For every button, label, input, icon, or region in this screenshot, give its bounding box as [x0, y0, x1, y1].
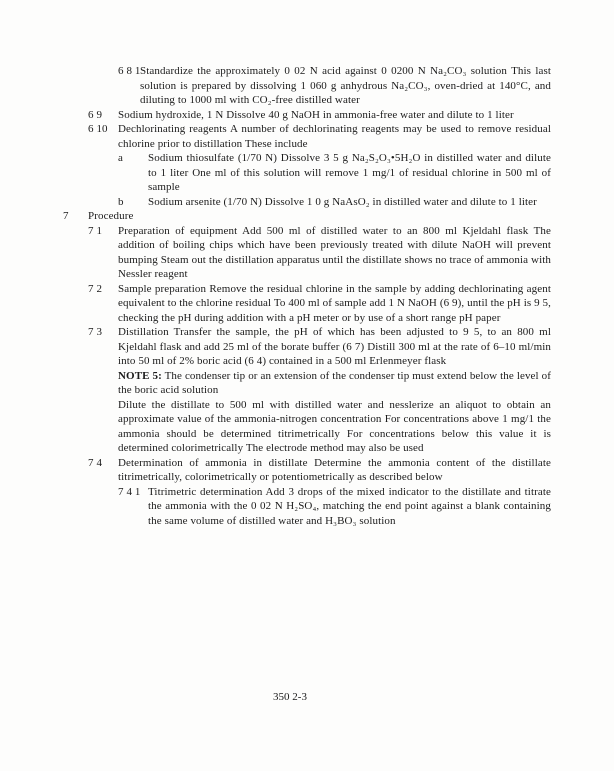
item-paragraph: Dilute the distillate to 500 ml with distilled water and nesslerize an aliquot to obtain an approximate value of the ammonia-nitrogen concentration For concentrations above 1 mg/1 the ammonia should be determined titrimetrically For concentrations below this value it is determined colorimetrically The electrode method may also be used	[118, 398, 551, 454]
item-a	[63, 151, 551, 195]
item-number: 6 9	[88, 108, 103, 121]
item-number: 7 3	[88, 326, 103, 338]
item-6-9	[63, 108, 551, 123]
item-number: 6 10	[88, 123, 108, 135]
note-paragraph	[118, 369, 551, 398]
item-number: 7	[63, 210, 69, 222]
page-number: 350 2-3	[273, 691, 307, 703]
item-number: 6 8 1	[118, 65, 141, 77]
item-paragraph: Distillation Transfer the sample, the pH of which has been adjusted to 9 5, to an 800 ml Kjeldahl flask and add 25 ml of the borate buffer (6 7) Distill 300 ml at the rate of 6–10 ml/min into 50 ml of 2% boric acid (6 4) contained in a 500 ml Erlenmeyer flask	[118, 326, 551, 367]
item-text: Dechlorinating reagents A number of dechlorinating reagents may be used to remove residual chlorine prior to distillation These include	[118, 123, 551, 150]
item-text: Sodium arsenite (1/70 N) Dissolve 1 0 g NaAsO₂ in distilled water and dilute to 1 liter	[148, 195, 537, 208]
item-7-2	[63, 282, 551, 326]
item-7-3	[63, 325, 551, 456]
note-label: NOTE 5:	[118, 369, 162, 382]
item-text: Sample preparation Remove the residual chlorine in the sample by adding dechlorinating agent equivalent to the chlorine residual To 400 ml of sample add 1 N NaOH (6 9), until the pH is 9 5, checking the pH during addition with a pH meter or by use of a short range pH paper	[118, 282, 551, 324]
document-body	[63, 64, 551, 528]
item-number: a	[118, 152, 123, 164]
item-text: Standardize the approximately 0 02 N acid against 0 0200 N Na₂CO₃ solution This last solution is prepared by dissolving 1 060 g anhydrous Na₂CO₃, oven-dried at 140°C, and diluting to 1000 ml with CO₂-free distilled water	[140, 65, 551, 106]
item-6-10	[63, 122, 551, 151]
item-number: 7 4 1	[118, 485, 141, 498]
item-6-8-1	[63, 64, 551, 108]
item-7-procedure	[63, 209, 551, 224]
item-7-4-1	[63, 485, 551, 529]
item-text: Sodium thiosulfate (1/70 N) Dissolve 3 5 g Na₂S₂O₃•5H₂O in distilled water and dilute to 1 liter One ml of this solution will remove 1 mg/1 of residual chlorine in 500 ml of sample	[148, 152, 551, 193]
item-7-4	[63, 456, 551, 485]
item-number: 7 1	[88, 224, 103, 237]
note-text: The condenser tip or an extension of the condenser tip must extend below the level of the boric acid solution	[118, 369, 551, 396]
item-text: Determination of ammonia in distillate Determine the ammonia content of the distillate titrimetrically, colorimetrically or potentiometrically as described below	[118, 456, 551, 483]
item-b	[63, 195, 551, 210]
item-text	[118, 325, 551, 456]
item-text: Titrimetric determination Add 3 drops of the mixed indicator to the distillate and titrate the ammonia with the 0 02 N H₂SO₄, matching the end point against a blank containing the same volume of distilled water and H₃BO₃ solution	[148, 485, 551, 527]
item-number: 7 4	[88, 456, 103, 469]
section-title: Procedure	[88, 210, 134, 222]
item-text: Preparation of equipment Add 500 ml of distilled water to an 800 ml Kjeldahl flask The addition of boiling chips which have been previously treated with dilute NaOH will prevent bumping Steam out the distillation apparatus until the distillate shows no trace of ammonia with Nessler reagent	[118, 224, 551, 280]
item-number: 7 2	[88, 282, 103, 295]
item-7-1	[63, 224, 551, 282]
item-text: Sodium hydroxide, 1 N Dissolve 40 g NaOH in ammonia-free water and dilute to 1 liter	[118, 108, 514, 121]
item-number: b	[118, 195, 124, 208]
